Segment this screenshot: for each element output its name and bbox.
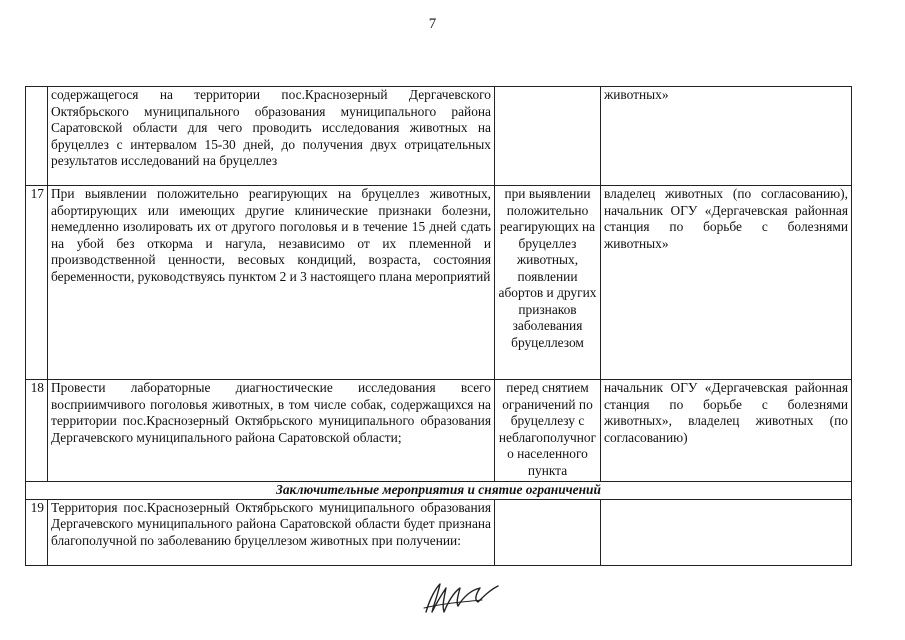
measure-text: содержащегося на территории пос.Краснозерный Дергачевского Октябрьского муниципального образования муниципального района Саратовской области для чего проводить исследования животных на бруцеллез с интервалом 15-30 дней, до получения двух отрицательных результатов исследований на бруцеллез bbox=[48, 87, 495, 186]
table-row bbox=[26, 87, 852, 186]
table-row bbox=[26, 186, 852, 380]
term-text: перед снятием ограничений по бруцеллезу с неблагополучного населенного пункта bbox=[495, 380, 601, 482]
table-row bbox=[26, 380, 852, 482]
table-row bbox=[26, 499, 852, 565]
row-number: 18 bbox=[26, 380, 48, 482]
row-number: 19 bbox=[26, 499, 48, 565]
responsible-text bbox=[601, 499, 852, 565]
signature-image bbox=[420, 578, 502, 618]
measure-text: Территория пос.Краснозерный Октябрьского муниципального образования Дергачевского муниципального района Саратовской области будет признана благополучной по заболеванию бруцеллезом животных при получении: bbox=[48, 499, 495, 565]
row-number: 17 bbox=[26, 186, 48, 380]
row-number bbox=[26, 87, 48, 186]
responsible-text: животных» bbox=[601, 87, 852, 186]
measures-table bbox=[25, 86, 852, 566]
responsible-text: начальник ОГУ «Дергачевская районная станция по борьбе с болезнями животных», владелец животных (по согласованию) bbox=[601, 380, 852, 482]
section-row bbox=[26, 482, 852, 500]
measure-text: Провести лабораторные диагностические исследования всего восприимчивого поголовья животных, в том числе собак, содержащихся на территории пос.Краснозерный Октябрьского муниципального образования Дергачевского муниципального района Саратовской области; bbox=[48, 380, 495, 482]
measure-text: При выявлении положительно реагирующих на бруцеллез животных, абортирующих или имеющих другие клинические признаки болезни, немедленно изолировать их от другого поголовья и в течение 15 дней сдать на убой без откорма и нагула, независимо от их племенной и производственной ценности, весовых кондиций, возраста, состояния беременности, руководствуясь пунктом 2 и 3 настоящего плана мероприятий bbox=[48, 186, 495, 380]
responsible-text: владелец животных (по согласованию), начальник ОГУ «Дергачевская районная станция по борьбе с болезнями животных» bbox=[601, 186, 852, 380]
section-title: Заключительные мероприятия и снятие ограничений bbox=[26, 482, 852, 500]
page-number: 7 bbox=[428, 16, 437, 32]
term-text bbox=[495, 499, 601, 565]
term-text bbox=[495, 87, 601, 186]
term-text: при выявлении положительно реагирующих на бруцеллез животных, появлении абортов и других признаков заболевания бруцеллезом bbox=[495, 186, 601, 380]
